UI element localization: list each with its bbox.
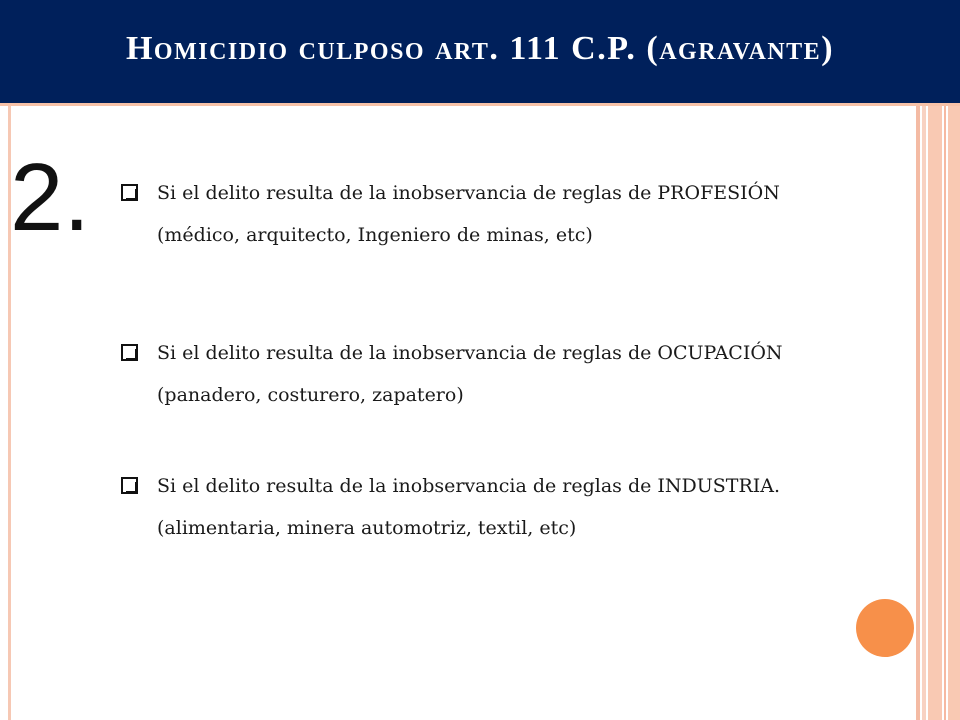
decorative-circle	[856, 599, 914, 657]
bullet-item-industria	[121, 465, 881, 549]
title-banner	[0, 0, 960, 106]
left-border-line	[8, 0, 11, 720]
checkbox-bullet-icon	[121, 477, 138, 494]
bullet-item-ocupacion	[121, 332, 881, 416]
bullet-examples: (panadero, costurero, zapatero)	[157, 384, 464, 406]
bullet-examples: (médico, arquitecto, Ingeniero de minas, etc)	[157, 224, 593, 246]
section-number: 2.	[10, 144, 91, 251]
right-decorative-stripes	[916, 0, 960, 720]
bullet-text: Si el delito resulta de la inobservancia de reglas de PROFESIÓN	[157, 182, 780, 204]
slide-title: Homicidio culposo art. 111 C.P. (agravante)	[125, 30, 835, 67]
bullet-item-profesion	[121, 172, 881, 256]
checkbox-bullet-icon	[121, 184, 138, 201]
bullet-text: Si el delito resulta de la inobservancia de reglas de OCUPACIÓN	[157, 342, 783, 364]
checkbox-bullet-icon	[121, 344, 138, 361]
bullet-text: Si el delito resulta de la inobservancia de reglas de INDUSTRIA.	[157, 475, 781, 497]
bullet-examples: (alimentaria, minera automotriz, textil, etc)	[157, 517, 577, 539]
